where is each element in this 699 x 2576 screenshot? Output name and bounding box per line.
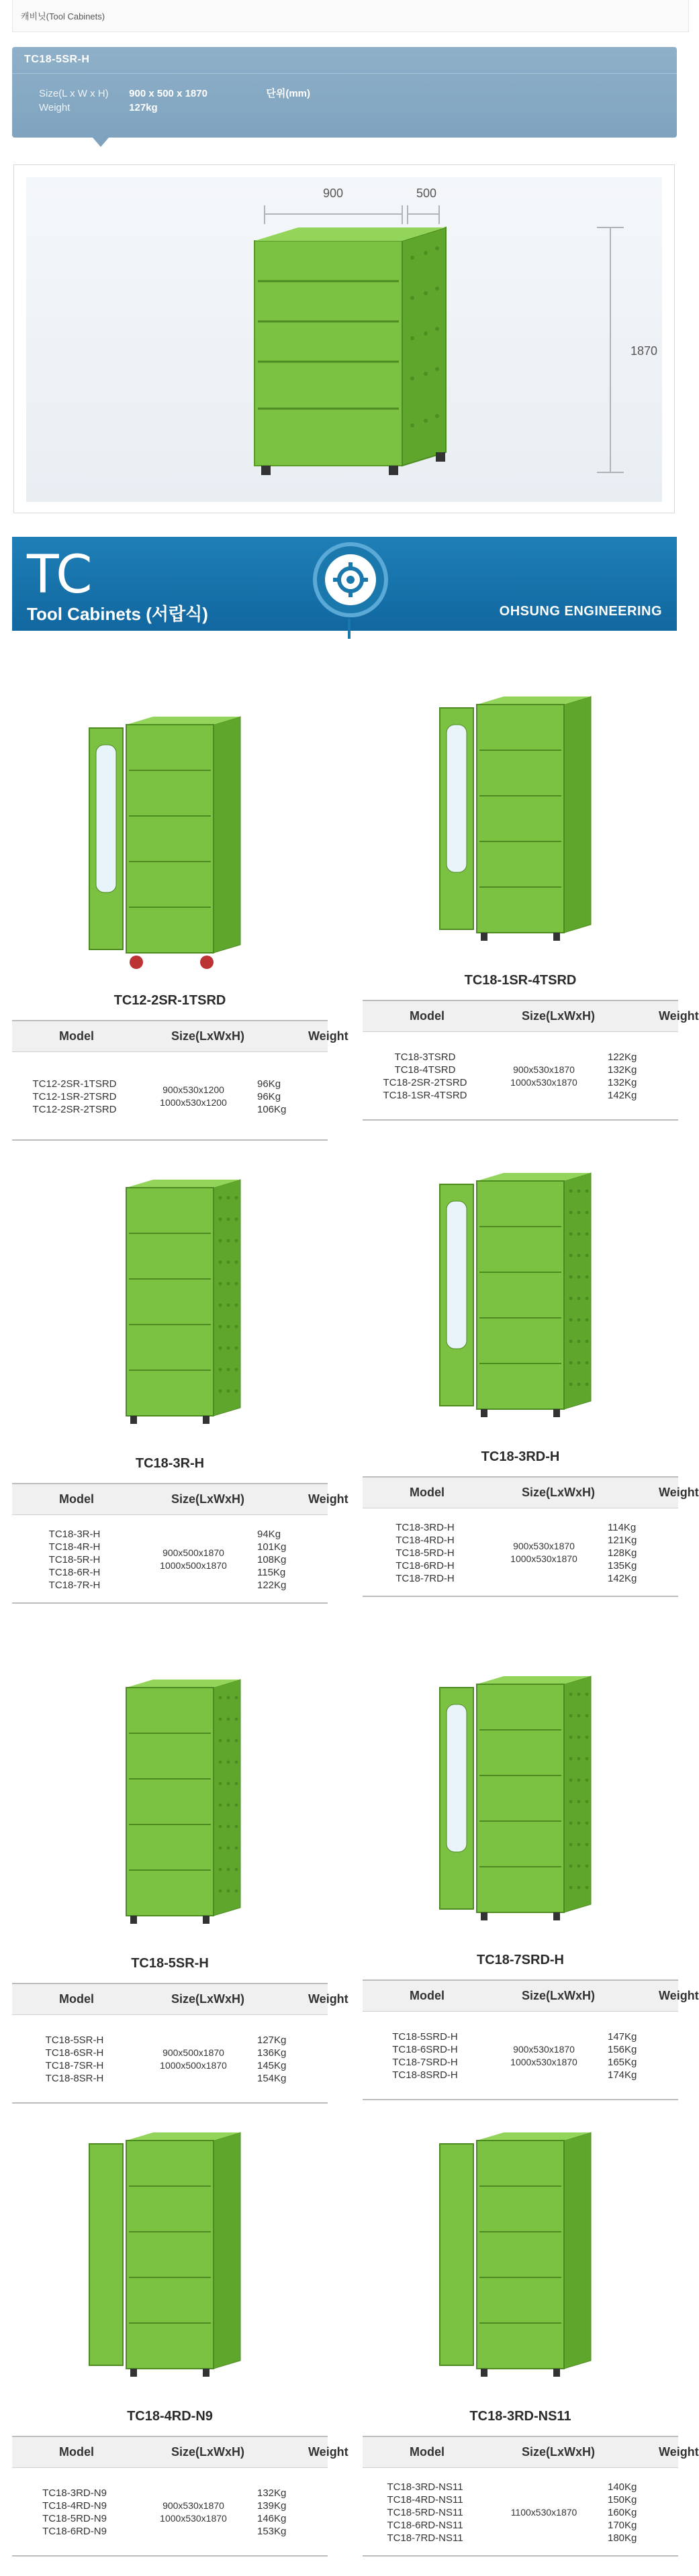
model-cell: TC18-8SR-H	[45, 2073, 104, 2084]
breadcrumb[interactable]: 캐비닛(Tool Cabinets)	[12, 0, 689, 32]
size-column	[483, 2506, 604, 2519]
model-cell: TC18-5SR-H	[45, 2034, 104, 2046]
model-cell: TC18-5RD-N9	[42, 2513, 107, 2524]
spec-table-header	[12, 1983, 348, 2015]
spec-table-header	[12, 1020, 348, 1052]
weight-cell: 150Kg	[608, 2493, 637, 2506]
weight-cell: 142Kg	[608, 1090, 637, 1101]
model-cell: TC18-8SRD-H	[392, 2069, 458, 2081]
size-cell: 1000x500x1870	[160, 2060, 227, 2071]
product-image	[12, 2114, 328, 2402]
weight-column	[257, 2487, 304, 2538]
table-header-weight: Weight	[659, 1989, 699, 2002]
model-column	[368, 2030, 482, 2081]
hero-image-frame	[13, 164, 675, 513]
spec-table-header	[12, 2436, 348, 2468]
model-cell: TC18-4RD-N9	[42, 2500, 107, 2512]
product-image	[363, 1154, 678, 1443]
size-column	[133, 1547, 254, 1572]
spec-table-body	[12, 2468, 328, 2557]
spec-table-header	[363, 1476, 699, 1508]
product-image	[363, 1657, 678, 1946]
model-cell: TC18-4TSRD	[394, 1064, 456, 1076]
spec-weight-row	[39, 102, 263, 113]
weight-cell: 136Kg	[257, 2047, 287, 2059]
banner-pointer	[348, 619, 351, 639]
spec-table-body	[363, 1508, 678, 1597]
size-column	[483, 2043, 604, 2069]
weight-cell: 153Kg	[257, 2526, 287, 2537]
hero-cabinet-drawing	[26, 177, 662, 502]
size-cell: 1000x500x1870	[160, 1560, 227, 1571]
table-header-size: Size(LxWxH)	[171, 2445, 245, 2459]
weight-cell: 142Kg	[608, 1572, 637, 1584]
size-cell: 900x500x1870	[162, 1547, 224, 1558]
table-header-model: Model	[410, 1009, 445, 1023]
model-cell: TC18-7RD-NS11	[387, 2532, 463, 2544]
weight-column	[257, 1078, 304, 1116]
product-image	[363, 2114, 678, 2402]
spec-table	[12, 1483, 348, 1604]
model-cell: TC12-1SR-2TSRD	[32, 1090, 117, 1102]
section-banner	[12, 537, 677, 631]
spec-size-label: Size(L x W x H)	[39, 88, 109, 99]
weight-cell: 132Kg	[608, 1077, 637, 1088]
banner-title: TC	[27, 545, 93, 605]
product-name: TC18-1SR-4TSRD	[464, 973, 577, 988]
model-cell: TC18-3RD-N9	[42, 2487, 107, 2499]
model-cell: TC18-6RD-N9	[42, 2526, 107, 2537]
table-header-model: Model	[59, 1492, 94, 1506]
spec-table	[363, 1476, 699, 1597]
table-header-model: Model	[59, 2445, 94, 2459]
spec-table-body	[363, 1032, 678, 1121]
table-header-weight: Weight	[659, 1486, 699, 1499]
size-cell: 1000x530x1870	[510, 1553, 577, 1564]
product-image	[12, 1161, 328, 1449]
size-cell: 1000x530x1200	[160, 1097, 227, 1108]
size-cell: 1000x530x1870	[510, 1077, 577, 1088]
size-column	[133, 1084, 254, 1109]
model-cell: TC18-6RD-H	[395, 1559, 455, 1572]
dim-width-label: 900	[322, 187, 344, 200]
spec-table-header	[363, 2436, 699, 2468]
table-header-weight: Weight	[308, 1492, 348, 1506]
table-header-size: Size(LxWxH)	[522, 1989, 596, 2002]
weight-column	[257, 1528, 304, 1592]
spec-table-body	[12, 1052, 328, 1141]
table-header-size: Size(LxWxH)	[522, 2445, 596, 2459]
table-header-model: Model	[59, 1992, 94, 2006]
gear-icon	[325, 554, 376, 605]
spec-table	[12, 1983, 348, 2104]
model-cell: TC18-3R-H	[48, 1528, 101, 1540]
product-name: TC18-3RD-H	[481, 1449, 560, 1464]
table-header-weight: Weight	[308, 1029, 348, 1043]
product-name: TC18-7SRD-H	[476, 1953, 565, 1967]
size-column	[133, 2047, 254, 2072]
model-cell: TC18-6SR-H	[45, 2047, 104, 2059]
spec-table-body	[363, 2012, 678, 2100]
model-cell: TC18-7R-H	[48, 1579, 101, 1591]
product-name: TC18-3R-H	[135, 1456, 205, 1471]
model-cell: TC18-4RD-H	[395, 1534, 455, 1546]
weight-cell: 174Kg	[608, 2069, 637, 2081]
model-cell: TC18-7SRD-H	[392, 2057, 458, 2068]
table-header-model: Model	[410, 2445, 445, 2459]
weight-cell: 156Kg	[608, 2044, 637, 2055]
model-cell: TC18-5R-H	[48, 1553, 101, 1565]
size-column	[483, 1540, 604, 1565]
model-cell: TC18-6RD-NS11	[387, 2519, 463, 2531]
weight-cell: 160Kg	[608, 2506, 637, 2518]
product-image	[363, 678, 678, 966]
spec-table-header	[363, 1000, 699, 1032]
dim-height-label: 1870	[631, 344, 658, 358]
weight-cell: 96Kg	[257, 1090, 281, 1102]
spec-box	[12, 47, 677, 138]
product-image	[12, 1661, 328, 1949]
size-cell: 900x530x1870	[162, 2500, 224, 2511]
weight-column	[608, 1051, 655, 1102]
weight-cell: 165Kg	[608, 2057, 637, 2068]
hero-image	[26, 177, 662, 502]
spec-table-header	[12, 1483, 348, 1515]
weight-column	[608, 1521, 655, 1585]
table-header-model: Model	[410, 1989, 445, 2002]
weight-cell: 114Kg	[608, 1521, 637, 1533]
spec-table	[363, 1979, 699, 2100]
table-header-size: Size(LxWxH)	[171, 1992, 245, 2006]
spec-table-body	[363, 2468, 678, 2557]
model-cell: TC18-3RD-NS11	[387, 2481, 463, 2493]
weight-cell: 106Kg	[257, 1103, 287, 1115]
weight-cell: 135Kg	[608, 1559, 637, 1572]
table-header-size: Size(LxWxH)	[171, 1029, 245, 1043]
model-cell: TC12-2SR-1TSRD	[32, 1078, 117, 1090]
spec-table-body	[12, 1515, 328, 1604]
size-cell: 900x530x1870	[513, 1541, 575, 1551]
spec-size-unit: 단위(mm)	[266, 88, 310, 99]
weight-cell: 128Kg	[608, 1547, 637, 1559]
weight-cell: 115Kg	[257, 1566, 286, 1578]
weight-cell: 146Kg	[257, 2513, 287, 2524]
spec-weight-label: Weight	[39, 102, 71, 113]
model-cell: TC18-7SR-H	[45, 2060, 104, 2071]
weight-cell: 96Kg	[257, 1078, 281, 1090]
weight-cell: 108Kg	[257, 1553, 287, 1565]
dim-depth-label: 500	[416, 187, 437, 200]
model-cell: TC18-6R-H	[48, 1566, 101, 1578]
table-header-model: Model	[59, 1029, 94, 1043]
product-image	[12, 698, 328, 986]
weight-cell: 101Kg	[257, 1541, 287, 1553]
product-name: TC18-4RD-N9	[127, 2409, 213, 2424]
size-column	[133, 2500, 254, 2525]
weight-column	[608, 2481, 655, 2544]
banner-subtitle: Tool Cabinets (서랍식)	[27, 604, 208, 624]
weight-cell: 132Kg	[608, 1064, 637, 1076]
model-column	[17, 1528, 132, 1592]
table-header-weight: Weight	[308, 1992, 348, 2006]
spec-box-pointer	[93, 138, 109, 147]
weight-cell: 145Kg	[257, 2060, 287, 2071]
size-column	[483, 1064, 604, 1089]
size-cell: 900x500x1870	[162, 2047, 224, 2058]
weight-cell: 154Kg	[257, 2073, 287, 2084]
weight-cell: 121Kg	[608, 1534, 637, 1546]
model-cell: TC18-4RD-NS11	[387, 2493, 463, 2506]
table-header-size: Size(LxWxH)	[171, 1492, 245, 1506]
size-cell: 900x530x1200	[162, 1084, 224, 1095]
size-cell: 900x530x1870	[513, 1064, 575, 1075]
weight-cell: 170Kg	[608, 2519, 637, 2531]
model-cell: TC18-7RD-H	[395, 1572, 455, 1584]
weight-cell: 180Kg	[608, 2532, 637, 2544]
size-cell: 900x530x1870	[513, 2044, 575, 2055]
weight-cell: 94Kg	[257, 1528, 281, 1540]
table-header-weight: Weight	[308, 2445, 348, 2459]
spec-table	[363, 1000, 699, 1121]
model-cell: TC18-2SR-2TSRD	[383, 1077, 467, 1088]
spec-table	[12, 2436, 348, 2557]
model-cell: TC18-1SR-4TSRD	[383, 1090, 467, 1101]
weight-column	[257, 2034, 304, 2085]
weight-cell: 132Kg	[257, 2487, 287, 2499]
size-cell: 1000x530x1870	[160, 2513, 227, 2524]
spec-title: TC18-5SR-H	[12, 47, 677, 74]
model-cell: TC12-2SR-2TSRD	[32, 1103, 117, 1115]
size-cell: 1000x530x1870	[510, 2057, 577, 2067]
model-cell: TC18-3TSRD	[394, 1051, 456, 1063]
model-cell: TC18-3RD-H	[395, 1521, 455, 1533]
spec-table-body	[12, 2015, 328, 2104]
model-column	[17, 1078, 132, 1116]
model-column	[368, 1521, 482, 1585]
table-header-size: Size(LxWxH)	[522, 1009, 596, 1023]
model-column	[368, 2481, 482, 2544]
banner-brand: OHSUNG ENGINEERING	[499, 604, 662, 619]
weight-cell: 127Kg	[257, 2034, 287, 2046]
spec-size-value: 900 x 500 x 1870	[129, 88, 207, 99]
table-header-weight: Weight	[659, 1009, 699, 1023]
table-header-weight: Weight	[659, 2445, 699, 2459]
model-cell: TC18-5RD-NS11	[387, 2506, 463, 2518]
product-name: TC12-2SR-1TSRD	[113, 993, 226, 1008]
spec-size-row	[39, 86, 310, 100]
gear-icon-badge	[313, 542, 388, 617]
weight-cell: 122Kg	[608, 1051, 637, 1063]
model-column	[17, 2487, 132, 2538]
spec-weight-value: 127kg	[129, 102, 158, 113]
size-cell: 1100x530x1870	[510, 2506, 577, 2518]
model-cell: TC18-6SRD-H	[392, 2044, 458, 2055]
table-header-model: Model	[410, 1486, 445, 1499]
product-name: TC18-3RD-NS11	[469, 2409, 571, 2424]
model-column	[368, 1051, 482, 1102]
model-column	[17, 2034, 132, 2085]
weight-cell: 122Kg	[257, 1579, 287, 1591]
weight-cell: 147Kg	[608, 2031, 637, 2043]
product-name: TC18-5SR-H	[131, 1956, 209, 1971]
weight-cell: 139Kg	[257, 2500, 287, 2512]
model-cell: TC18-5RD-H	[395, 1547, 455, 1559]
model-cell: TC18-4R-H	[48, 1541, 101, 1553]
model-cell: TC18-5SRD-H	[392, 2031, 458, 2043]
weight-column	[608, 2030, 655, 2081]
weight-cell: 140Kg	[608, 2481, 637, 2493]
table-header-size: Size(LxWxH)	[522, 1486, 596, 1499]
spec-table-header	[363, 1979, 699, 2012]
spec-table	[363, 2436, 699, 2557]
spec-table	[12, 1020, 348, 1141]
